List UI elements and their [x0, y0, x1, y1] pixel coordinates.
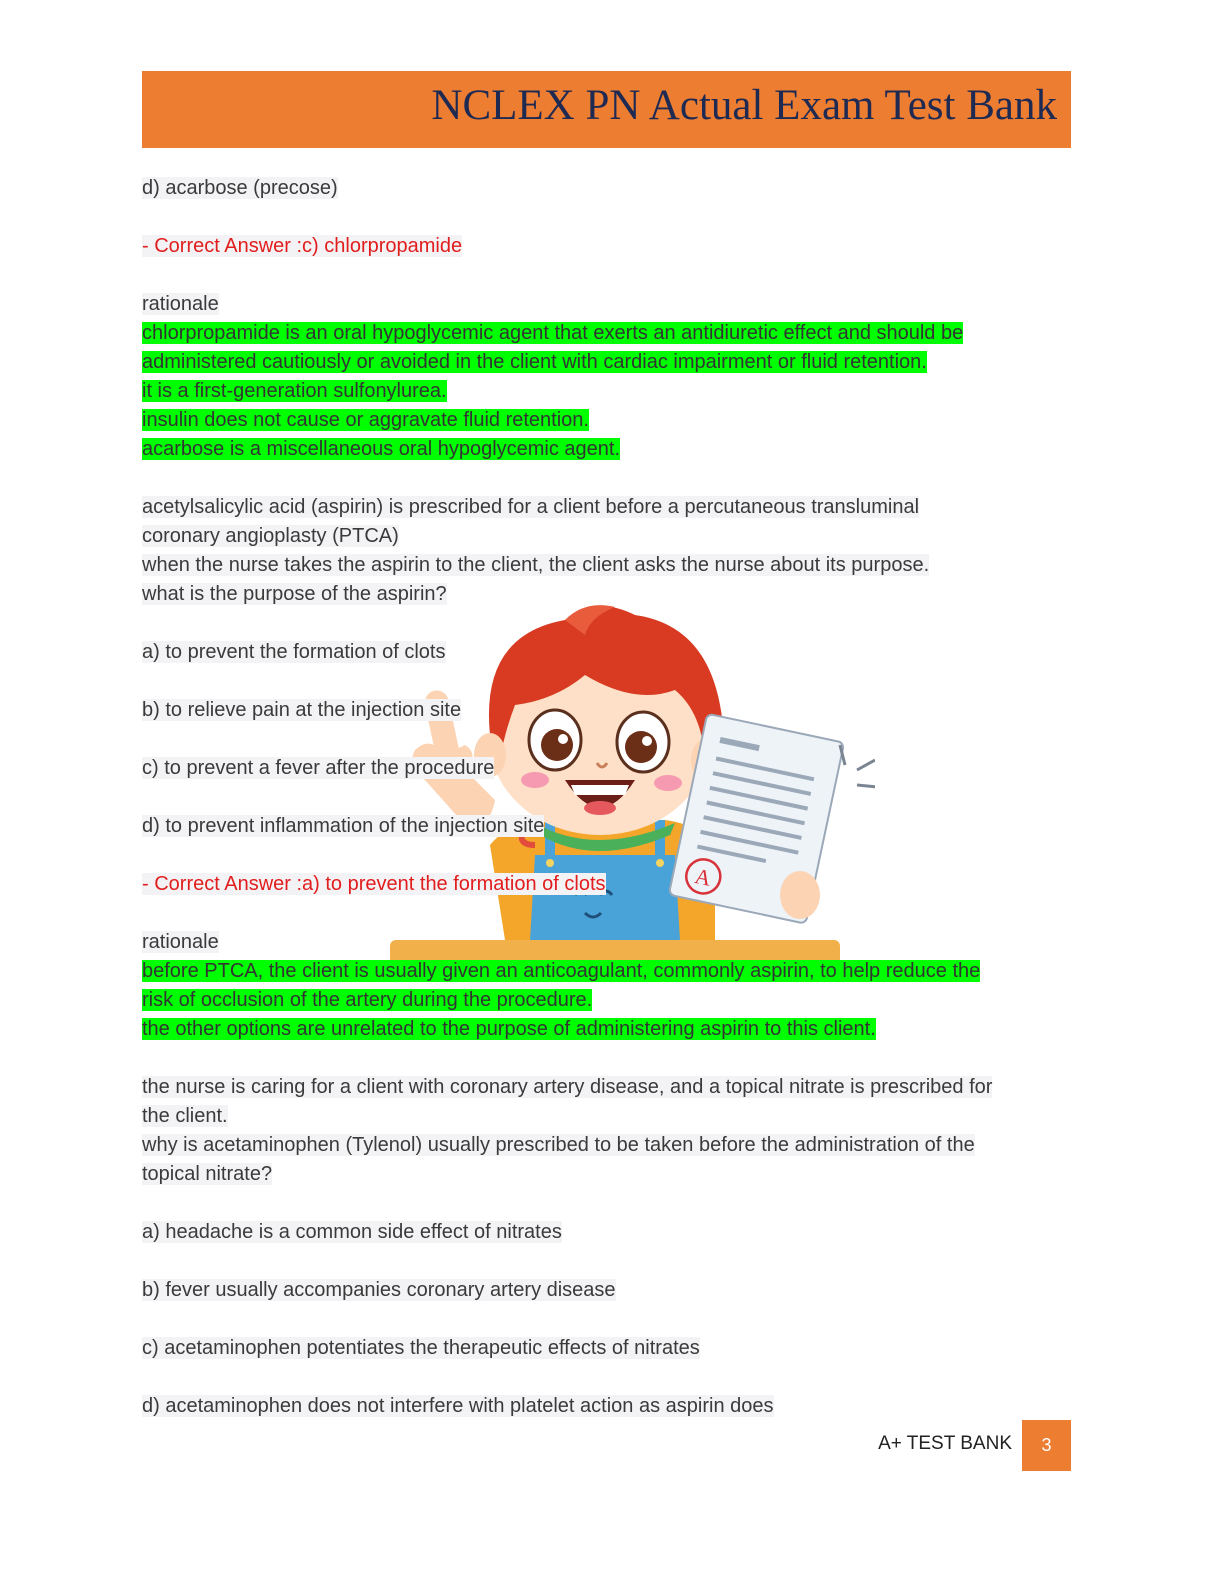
line-text: the client.: [142, 1105, 228, 1127]
correct-answer-line: [142, 870, 1072, 899]
line-text: acarbose is a miscellaneous oral hypoglycemic agent.: [142, 438, 621, 460]
line-text: b) fever usually accompanies coronary artery disease: [142, 1279, 616, 1301]
line-text: risk of occlusion of the artery during the procedure.: [142, 989, 593, 1011]
rationale-line: [142, 348, 1072, 377]
text-line: [142, 638, 1072, 667]
text-line: [142, 1160, 1072, 1189]
blank-line: [142, 464, 1072, 493]
rationale-line: [142, 986, 1072, 1015]
rationale-line: [142, 406, 1072, 435]
blank-line: [142, 609, 1072, 638]
blank-line: [142, 1305, 1072, 1334]
rationale-line: [142, 319, 1072, 348]
correct-answer-line: [142, 232, 1072, 261]
blank-line: [142, 725, 1072, 754]
grade-mark: A: [692, 863, 714, 891]
text-line: [142, 1334, 1072, 1363]
blank-line: [142, 899, 1072, 928]
rationale-line: [142, 435, 1072, 464]
blank-line: [142, 1363, 1072, 1392]
line-text: d) acetaminophen does not interfere with platelet action as aspirin does: [142, 1395, 774, 1417]
blank-line: [142, 1247, 1072, 1276]
line-text: - Correct Answer :a) to prevent the formation of clots: [142, 873, 606, 895]
text-line: [142, 1218, 1072, 1247]
text-line: [142, 1131, 1072, 1160]
line-text: - Correct Answer :c) chlorpropamide: [142, 235, 463, 257]
line-text: d) acarbose (precose): [142, 177, 338, 199]
text-line: [142, 1276, 1072, 1305]
rationale-line: [142, 1015, 1072, 1044]
text-line: [142, 551, 1072, 580]
blank-line: [142, 783, 1072, 812]
blank-line: [142, 1044, 1072, 1073]
text-line: [142, 928, 1072, 957]
line-text: rationale: [142, 293, 219, 315]
line-text: acetylsalicylic acid (aspirin) is prescribed for a client before a percutaneous transluminal: [142, 496, 920, 518]
line-text: the other options are unrelated to the purpose of administering aspirin to this client.: [142, 1018, 876, 1040]
line-text: why is acetaminophen (Tylenol) usually prescribed to be taken before the administration of the: [142, 1134, 975, 1156]
line-text: d) to prevent inflammation of the injection site: [142, 815, 545, 837]
line-text: it is a first-generation sulfonylurea.: [142, 380, 447, 402]
text-line: [142, 1102, 1072, 1131]
rationale-line: [142, 377, 1072, 406]
page-number: 3: [1022, 1420, 1071, 1471]
line-text: a) to prevent the formation of clots: [142, 641, 446, 663]
text-line: [142, 580, 1072, 609]
line-text: topical nitrate?: [142, 1163, 273, 1185]
blank-line: [142, 261, 1072, 290]
blank-line: [142, 203, 1072, 232]
line-text: c) to prevent a fever after the procedure: [142, 757, 495, 779]
document-title: NCLEX PN Actual Exam Test Bank: [431, 82, 1057, 129]
line-text: c) acetaminophen potentiates the therapeutic effects of nitrates: [142, 1337, 700, 1359]
text-line: [142, 174, 1072, 203]
text-line: [142, 696, 1072, 725]
blank-line: [142, 667, 1072, 696]
line-text: coronary angioplasty (PTCA): [142, 525, 399, 547]
blank-line: [142, 841, 1072, 870]
line-text: what is the purpose of the aspirin?: [142, 583, 447, 605]
text-line: [142, 1073, 1072, 1102]
text-line: [142, 493, 1072, 522]
line-text: b) to relieve pain at the injection site: [142, 699, 462, 721]
line-text: rationale: [142, 931, 219, 953]
line-text: a) headache is a common side effect of nitrates: [142, 1221, 562, 1243]
line-text: chlorpropamide is an oral hypoglycemic agent that exerts an antidiuretic effect and should be: [142, 322, 964, 344]
text-line: [142, 1392, 1072, 1421]
line-text: when the nurse takes the aspirin to the client, the client asks the nurse about its purpose.: [142, 554, 930, 576]
blank-line: [142, 1189, 1072, 1218]
text-line: [142, 754, 1072, 783]
line-text: before PTCA, the client is usually given an anticoagulant, commonly aspirin, to help reduce the: [142, 960, 981, 982]
text-line: [142, 522, 1072, 551]
header-bar: [142, 71, 1071, 148]
rationale-line: [142, 957, 1072, 986]
text-line: [142, 290, 1072, 319]
line-text: insulin does not cause or aggravate fluid retention.: [142, 409, 589, 431]
line-text: the nurse is caring for a client with coronary artery disease, and a topical nitrate is prescribed for: [142, 1076, 993, 1098]
footer-label: A+ TEST BANK: [878, 1433, 1012, 1454]
document-body: [142, 174, 1072, 1421]
text-line: [142, 812, 1072, 841]
line-text: administered cautiously or avoided in the client with cardiac impairment or fluid retention.: [142, 351, 927, 373]
